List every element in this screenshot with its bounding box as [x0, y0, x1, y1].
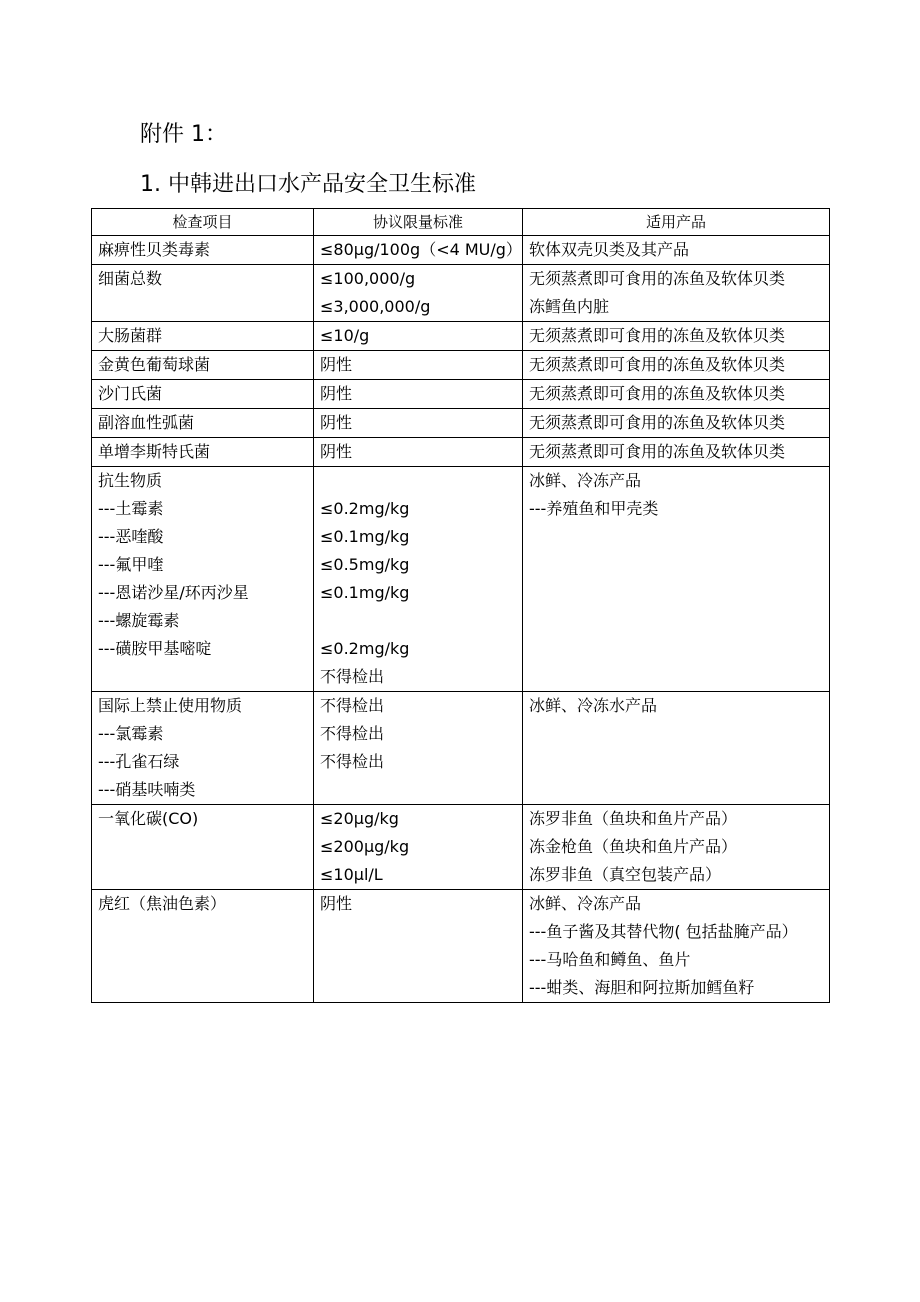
table-row [92, 692, 830, 805]
products-line: 无须蒸煮即可食用的冻鱼及软体贝类 [529, 355, 786, 374]
limit-line: ≤200μg/kg [320, 837, 410, 856]
limit-line: 不得检出 [320, 752, 385, 771]
limit-line: 不得检出 [320, 724, 385, 743]
products-line: ---马哈鱼和鳟鱼、鱼片 [529, 950, 691, 969]
products-line: 冰鲜、冷冻产品 [529, 894, 642, 913]
item-cell [92, 265, 314, 322]
item-line: 单增李斯特氏菌 [98, 442, 211, 461]
item-cell [92, 805, 314, 890]
limit-cell [314, 236, 523, 265]
products-line: ---蚶类、海胆和阿拉斯加鳕鱼籽 [529, 978, 755, 997]
table-row [92, 467, 830, 692]
table-row [92, 322, 830, 351]
item-line: ---土霉素 [98, 499, 164, 518]
item-line: 抗生物质 [98, 471, 163, 490]
products-line: 无须蒸煮即可食用的冻鱼及软体贝类 [529, 413, 786, 432]
limit-line: ≤0.2mg/kg [320, 499, 410, 518]
table-row [92, 236, 830, 265]
item-line: ---孔雀石绿 [98, 752, 180, 771]
table-row [92, 380, 830, 409]
header-agreed-limit: 协议限量标准 [314, 209, 523, 236]
limit-cell [314, 438, 523, 467]
item-line: 国际上禁止使用物质 [98, 696, 243, 715]
table-row [92, 265, 830, 322]
products-cell [523, 380, 830, 409]
products-cell [523, 467, 830, 692]
limit-line: 不得检出 [320, 696, 385, 715]
item-cell [92, 409, 314, 438]
item-line: ---氟甲喹 [98, 555, 164, 574]
limit-cell [314, 692, 523, 805]
limit-line: 阴性 [320, 413, 353, 432]
table-row [92, 805, 830, 890]
document-title: 1. 中韩进出口水产品安全卫生标准 [140, 172, 476, 197]
products-cell [523, 236, 830, 265]
products-cell [523, 322, 830, 351]
products-line: 冻罗非鱼（鱼块和鱼片产品） [529, 809, 738, 828]
limit-cell [314, 322, 523, 351]
limit-line: 阴性 [320, 894, 353, 913]
item-cell [92, 890, 314, 1003]
item-line: 细菌总数 [98, 269, 163, 288]
header-applicable-products: 适用产品 [523, 209, 830, 236]
limit-line: ≤0.5mg/kg [320, 555, 410, 574]
limit-line: ≤10/g [320, 326, 370, 345]
item-line: ---氯霉素 [98, 724, 164, 743]
products-line: 冻鳕鱼内脏 [529, 297, 610, 316]
products-line: 无须蒸煮即可食用的冻鱼及软体贝类 [529, 384, 786, 403]
limit-line: ≤0.1mg/kg [320, 527, 410, 546]
products-cell [523, 409, 830, 438]
item-line [98, 663, 307, 691]
limit-cell [314, 467, 523, 692]
limit-line: ≤3,000,000/g [320, 297, 431, 316]
item-line: 沙门氏菌 [98, 384, 163, 403]
header-inspection-item: 检查项目 [92, 209, 314, 236]
products-line: 无须蒸煮即可食用的冻鱼及软体贝类 [529, 269, 786, 288]
item-line: 麻痹性贝类毒素 [98, 240, 211, 259]
item-line: ---恩诺沙星/环丙沙星 [98, 583, 249, 602]
products-cell [523, 438, 830, 467]
products-cell [523, 805, 830, 890]
item-cell [92, 236, 314, 265]
products-line: ---鱼子酱及其替代物( 包括盐腌产品） [529, 922, 798, 941]
table-row [92, 351, 830, 380]
limit-line: 不得检出 [320, 667, 385, 686]
limit-cell [314, 351, 523, 380]
products-line: 无须蒸煮即可食用的冻鱼及软体贝类 [529, 326, 786, 345]
limit-cell [314, 380, 523, 409]
products-cell [523, 265, 830, 322]
item-line: ---磺胺甲基嘧啶 [98, 639, 212, 658]
limit-line: ≤20μg/kg [320, 809, 399, 828]
products-line: 冻罗非鱼（真空包装产品） [529, 865, 722, 884]
limit-cell [314, 890, 523, 1003]
products-line: 冻金枪鱼（鱼块和鱼片产品） [529, 837, 738, 856]
item-cell [92, 322, 314, 351]
limit-line: ≤100,000/g [320, 269, 416, 288]
products-line: 冰鲜、冷冻水产品 [529, 696, 658, 715]
products-line: 无须蒸煮即可食用的冻鱼及软体贝类 [529, 442, 786, 461]
limit-line: ≤0.1mg/kg [320, 583, 410, 602]
products-line: ---养殖鱼和甲壳类 [529, 499, 659, 518]
item-cell [92, 380, 314, 409]
limit-cell [314, 409, 523, 438]
table-header-row [92, 209, 830, 236]
item-cell [92, 438, 314, 467]
limit-line: ≤10μl/L [320, 865, 383, 884]
limit-line: 阴性 [320, 442, 353, 461]
item-line: 金黄色葡萄球菌 [98, 355, 211, 374]
item-line: ---硝基呋喃类 [98, 780, 196, 799]
limit-line: ≤0.2mg/kg [320, 639, 410, 658]
products-cell [523, 692, 830, 805]
limit-line: 阴性 [320, 384, 353, 403]
item-cell [92, 351, 314, 380]
item-line: ---螺旋霉素 [98, 611, 180, 630]
limit-line [320, 607, 516, 635]
products-line: 软体双壳贝类及其产品 [529, 240, 690, 259]
item-line: 虎红（焦油色素） [98, 894, 227, 913]
item-cell [92, 467, 314, 692]
products-cell [523, 890, 830, 1003]
products-line: 冰鲜、冷冻产品 [529, 471, 642, 490]
limit-cell [314, 265, 523, 322]
table-row [92, 438, 830, 467]
limit-line [320, 467, 516, 495]
annex-label: 附件 1： [140, 122, 227, 147]
table-row [92, 409, 830, 438]
products-cell [523, 351, 830, 380]
item-line: 大肠菌群 [98, 326, 163, 345]
table-row [92, 890, 830, 1003]
limit-line: 阴性 [320, 355, 353, 374]
item-line: ---恶喹酸 [98, 527, 164, 546]
standards-table [91, 208, 830, 1003]
item-line: 副溶血性弧菌 [98, 413, 195, 432]
item-cell [92, 692, 314, 805]
limit-line: ≤80μg/100g（<4 MU/g） [320, 240, 522, 259]
limit-cell [314, 805, 523, 890]
item-line: 一氧化碳(CO) [98, 809, 199, 828]
